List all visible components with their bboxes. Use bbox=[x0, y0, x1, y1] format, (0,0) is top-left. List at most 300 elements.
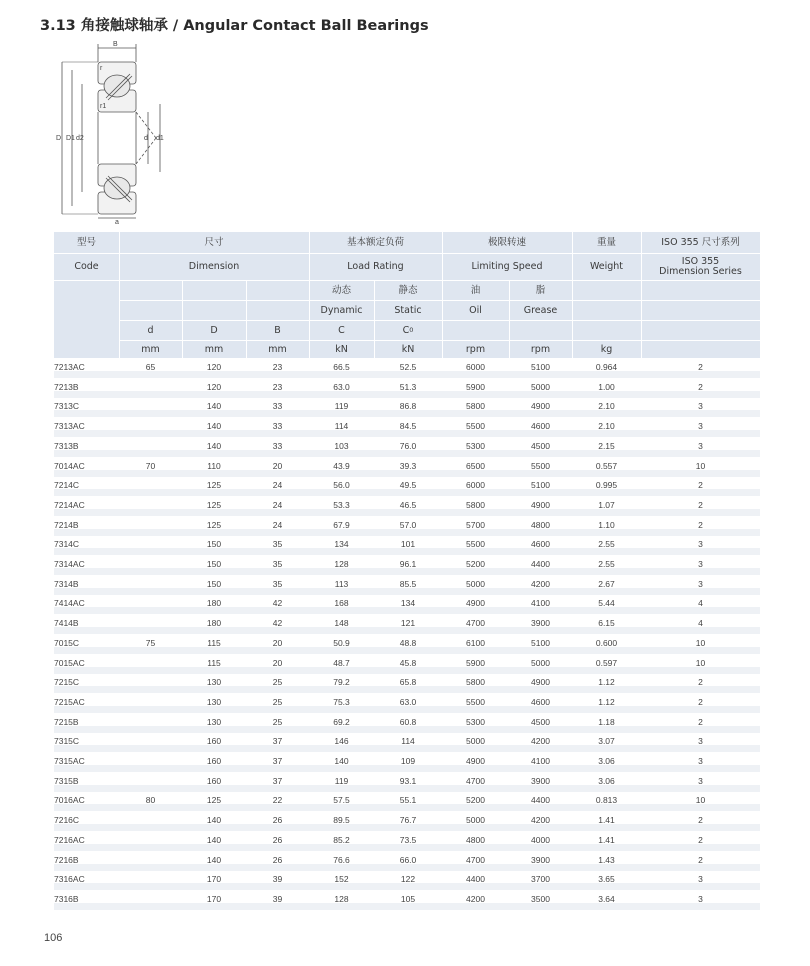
cell-C0: 85.5 bbox=[399, 578, 417, 589]
row-band bbox=[54, 844, 760, 851]
table-row bbox=[0, 674, 810, 694]
table-row bbox=[0, 773, 810, 793]
cell-weight: 1.43 bbox=[598, 854, 615, 865]
cell-D: 160 bbox=[206, 756, 222, 766]
cell-iso: 3 bbox=[698, 874, 703, 885]
cell-B: 20 bbox=[272, 637, 283, 648]
cell-weight: 0.597 bbox=[595, 657, 618, 668]
cell-code: 7315B bbox=[54, 775, 79, 786]
cell-code: 7315C bbox=[54, 736, 80, 747]
cell-d: 75 bbox=[145, 637, 156, 648]
cell-D: 170 bbox=[206, 874, 222, 885]
cell-B: 37 bbox=[272, 736, 283, 747]
header-unit-C0: kN bbox=[401, 343, 415, 355]
cell-C: 113 bbox=[334, 578, 349, 589]
cell-C: 50.9 bbox=[333, 637, 350, 648]
header-load-cn: 基本额定负荷 bbox=[346, 237, 404, 249]
row-band bbox=[54, 410, 760, 417]
cell-iso: 4 bbox=[698, 618, 703, 629]
cell-D: 140 bbox=[206, 421, 222, 432]
cell-C0: 57.0 bbox=[399, 519, 417, 530]
row-band bbox=[54, 568, 760, 575]
cell-oil: 5800 bbox=[466, 677, 485, 688]
cell-weight: 2.55 bbox=[598, 539, 615, 550]
header-iso-cn: ISO 355 尺寸系列 bbox=[661, 237, 740, 249]
cell-oil: 6000 bbox=[466, 362, 485, 372]
cell-C: 43.9 bbox=[333, 460, 350, 471]
cell-C: 146 bbox=[334, 736, 349, 747]
cell-grease: 5000 bbox=[531, 657, 550, 668]
table-row bbox=[0, 753, 810, 773]
cell-C0: 45.8 bbox=[399, 657, 417, 668]
label-d: d bbox=[144, 135, 148, 142]
cell-weight: 5.44 bbox=[598, 598, 615, 609]
header-unit-D: mm bbox=[204, 343, 224, 355]
cell-code: 7015AC bbox=[54, 657, 85, 668]
cell-D: 180 bbox=[206, 598, 222, 609]
cell-iso: 3 bbox=[698, 775, 703, 786]
cell-grease: 4900 bbox=[531, 499, 550, 510]
header-sym-C: C bbox=[338, 324, 345, 336]
cell-grease: 4600 bbox=[531, 421, 550, 432]
cell-D: 130 bbox=[206, 696, 222, 707]
table-row bbox=[0, 379, 810, 399]
table-row bbox=[0, 576, 810, 596]
cell-iso: 3 bbox=[698, 401, 703, 412]
cell-C0: 122 bbox=[400, 874, 416, 885]
header-unit-grease: rpm bbox=[530, 343, 551, 355]
cell-oil: 5800 bbox=[466, 401, 485, 412]
cell-grease: 4100 bbox=[531, 756, 550, 766]
cell-C0: 52.5 bbox=[399, 362, 417, 372]
header-dimension-en: Dimension bbox=[188, 261, 240, 273]
cell-code: 7214C bbox=[54, 480, 80, 491]
row-band bbox=[54, 627, 760, 634]
cell-code: 7216C bbox=[54, 815, 80, 826]
cell-B: 33 bbox=[272, 421, 283, 432]
header-sym-D: D bbox=[210, 324, 218, 336]
cell-weight: 6.15 bbox=[598, 618, 615, 629]
cell-oil: 4900 bbox=[466, 756, 485, 766]
cell-code: 7314C bbox=[54, 539, 80, 550]
row-band bbox=[54, 450, 760, 457]
cell-oil: 4900 bbox=[466, 598, 485, 609]
cell-D: 150 bbox=[206, 578, 222, 589]
header-unit-B: mm bbox=[268, 343, 287, 355]
cell-oil: 4700 bbox=[466, 854, 485, 865]
cell-code: 7314AC bbox=[54, 559, 85, 569]
table-row bbox=[0, 418, 810, 438]
bearing-cross-section-diagram bbox=[48, 40, 188, 224]
header-unit-d: mm bbox=[141, 343, 160, 355]
cell-iso: 2 bbox=[698, 677, 703, 688]
cell-oil: 5500 bbox=[466, 421, 485, 432]
table-row bbox=[0, 832, 810, 852]
cell-weight: 1.00 bbox=[598, 381, 615, 392]
cell-iso: 3 bbox=[698, 893, 703, 904]
table-row bbox=[0, 655, 810, 675]
table-row bbox=[0, 615, 810, 635]
cell-weight: 3.06 bbox=[598, 775, 615, 786]
cell-code: 7215B bbox=[54, 716, 79, 727]
cell-grease: 4500 bbox=[531, 716, 550, 727]
cell-C0: 49.5 bbox=[399, 480, 417, 491]
cell-C: 128 bbox=[334, 559, 349, 569]
cell-B: 42 bbox=[272, 618, 283, 629]
table-row bbox=[0, 852, 810, 872]
cell-D: 140 bbox=[206, 854, 222, 865]
cell-C: 79.2 bbox=[333, 677, 350, 688]
cell-weight: 1.12 bbox=[598, 677, 615, 688]
header-unit-C: kN bbox=[335, 343, 348, 355]
cell-grease: 5100 bbox=[531, 480, 550, 491]
table-row bbox=[0, 517, 810, 537]
label-D: D bbox=[56, 135, 62, 142]
header-weight-en: Weight bbox=[589, 261, 624, 273]
cell-C0: 55.1 bbox=[399, 795, 417, 806]
cell-code: 7314B bbox=[54, 578, 79, 589]
cell-weight: 3.64 bbox=[598, 893, 615, 904]
cell-B: 24 bbox=[272, 480, 283, 491]
cell-C0: 96.1 bbox=[399, 559, 417, 569]
cell-iso: 10 bbox=[695, 795, 706, 806]
cell-C0: 109 bbox=[400, 756, 416, 766]
page-number: 106 bbox=[44, 932, 63, 944]
header-speed-en: Limiting Speed bbox=[471, 261, 543, 273]
table-row bbox=[0, 359, 810, 379]
cell-grease: 4600 bbox=[531, 539, 550, 550]
cell-iso: 2 bbox=[698, 696, 703, 707]
cell-d: 80 bbox=[145, 795, 156, 806]
cell-D: 150 bbox=[206, 539, 222, 550]
cell-D: 115 bbox=[207, 657, 221, 668]
cell-code: 7414B bbox=[54, 618, 79, 629]
cell-D: 140 bbox=[206, 401, 222, 412]
cell-oil: 5500 bbox=[466, 539, 485, 550]
cell-B: 39 bbox=[272, 893, 283, 904]
cell-C: 119 bbox=[334, 775, 349, 786]
row-band bbox=[54, 548, 760, 555]
cell-code: 7216B bbox=[54, 854, 79, 865]
cell-iso: 2 bbox=[698, 381, 703, 392]
header-dynamic-en: Dynamic bbox=[320, 304, 363, 316]
cell-iso: 3 bbox=[698, 578, 703, 589]
cell-B: 35 bbox=[272, 539, 283, 550]
cell-code: 7214AC bbox=[54, 499, 85, 510]
table-row bbox=[0, 812, 810, 832]
cell-oil: 5800 bbox=[466, 499, 485, 510]
cell-weight: 3.06 bbox=[598, 756, 615, 766]
table-row bbox=[0, 536, 810, 556]
cell-C0: 86.8 bbox=[399, 401, 417, 412]
header-iso-en-line1: ISO 355 bbox=[681, 256, 720, 268]
cell-B: 24 bbox=[272, 499, 283, 510]
header-speed-cn: 极限转速 bbox=[487, 237, 526, 249]
cell-D: 120 bbox=[206, 381, 222, 392]
cell-weight: 2.67 bbox=[598, 578, 615, 589]
cell-iso: 2 bbox=[698, 480, 703, 491]
cell-code: 7414AC bbox=[54, 598, 85, 609]
cell-oil: 5200 bbox=[466, 559, 485, 569]
cell-C: 76.6 bbox=[333, 854, 350, 865]
table-row bbox=[0, 497, 810, 517]
row-band bbox=[54, 883, 760, 890]
cell-weight: 3.07 bbox=[598, 736, 615, 747]
header-unit-weight: kg bbox=[600, 343, 613, 355]
header-code-cn: 型号 bbox=[76, 237, 96, 249]
cell-C0: 84.5 bbox=[399, 421, 417, 432]
cell-oil: 5000 bbox=[466, 815, 485, 826]
row-band bbox=[54, 667, 760, 674]
cell-weight: 0.557 bbox=[595, 460, 618, 471]
cell-code: 7213B bbox=[54, 381, 79, 392]
table-row bbox=[0, 891, 810, 911]
row-band bbox=[54, 588, 760, 595]
cell-B: 24 bbox=[272, 519, 283, 530]
cell-weight: 3.65 bbox=[598, 874, 615, 885]
cell-C0: 76.7 bbox=[399, 815, 417, 826]
cell-oil: 4700 bbox=[466, 775, 485, 786]
cell-C: 148 bbox=[334, 618, 349, 629]
cell-grease: 4400 bbox=[531, 795, 550, 806]
cell-D: 180 bbox=[206, 618, 222, 629]
header-dynamic-cn: 动态 bbox=[331, 284, 351, 296]
cell-B: 35 bbox=[272, 578, 283, 589]
cell-grease: 3900 bbox=[531, 854, 550, 865]
cell-C0: 101 bbox=[400, 539, 416, 550]
cell-grease: 4200 bbox=[531, 815, 550, 826]
cell-d: 65 bbox=[145, 362, 156, 372]
cell-grease: 4200 bbox=[531, 578, 550, 589]
row-band bbox=[54, 647, 760, 654]
cell-D: 125 bbox=[206, 480, 222, 491]
cell-iso: 2 bbox=[698, 834, 703, 845]
cell-B: 22 bbox=[272, 795, 283, 806]
cell-code: 7216AC bbox=[54, 834, 85, 845]
row-band bbox=[54, 430, 760, 437]
cell-iso: 2 bbox=[698, 854, 703, 865]
header-sym-C0-main: C bbox=[402, 324, 410, 336]
cell-C: 67.9 bbox=[333, 519, 350, 530]
cell-grease: 3900 bbox=[531, 618, 550, 629]
cell-C: 114 bbox=[334, 421, 349, 432]
cell-C0: 93.1 bbox=[399, 775, 417, 786]
cell-C0: 39.3 bbox=[399, 460, 417, 471]
row-band bbox=[54, 529, 760, 536]
cell-grease: 5100 bbox=[531, 637, 550, 648]
cell-code: 7214B bbox=[54, 519, 79, 530]
table-row bbox=[0, 714, 810, 734]
cell-grease: 4800 bbox=[531, 519, 550, 530]
cell-oil: 4200 bbox=[466, 893, 485, 904]
row-band bbox=[54, 470, 760, 477]
row-band bbox=[54, 903, 760, 910]
table-row bbox=[0, 556, 810, 576]
cell-B: 23 bbox=[272, 362, 283, 372]
cell-iso: 2 bbox=[698, 362, 703, 372]
cell-D: 150 bbox=[206, 559, 222, 569]
cell-code: 7215AC bbox=[54, 696, 85, 707]
cell-D: 170 bbox=[206, 893, 222, 904]
cell-oil: 5700 bbox=[466, 519, 485, 530]
header-sym-d: d bbox=[147, 324, 154, 336]
cell-C: 57.5 bbox=[333, 795, 350, 806]
table-row bbox=[0, 733, 810, 753]
cell-B: 25 bbox=[272, 696, 283, 707]
cell-iso: 2 bbox=[698, 519, 703, 530]
cell-oil: 5900 bbox=[466, 381, 485, 392]
cell-C: 103 bbox=[334, 440, 349, 451]
cell-grease: 5500 bbox=[531, 460, 550, 471]
cell-C0: 114 bbox=[401, 736, 415, 747]
cell-C: 69.2 bbox=[333, 716, 350, 727]
cell-C: 134 bbox=[334, 539, 349, 550]
cell-C: 168 bbox=[334, 598, 349, 609]
cell-weight: 0.813 bbox=[595, 795, 618, 806]
cell-B: 23 bbox=[272, 381, 283, 392]
row-band bbox=[54, 804, 760, 811]
cell-B: 20 bbox=[272, 657, 283, 668]
cell-C: 75.3 bbox=[333, 696, 350, 707]
row-band bbox=[54, 864, 760, 871]
cell-D: 130 bbox=[206, 677, 222, 688]
cell-grease: 3900 bbox=[531, 775, 550, 786]
cell-C0: 48.8 bbox=[399, 637, 417, 648]
cell-iso: 3 bbox=[698, 756, 703, 766]
cell-iso: 3 bbox=[698, 559, 703, 569]
cell-weight: 0.995 bbox=[595, 480, 618, 491]
cell-code: 7213AC bbox=[54, 362, 85, 372]
header-iso-en bbox=[641, 254, 760, 280]
cell-B: 33 bbox=[272, 440, 283, 451]
cell-iso: 2 bbox=[698, 499, 703, 510]
cell-iso: 3 bbox=[698, 539, 703, 550]
cell-grease: 4500 bbox=[531, 440, 550, 451]
cell-D: 120 bbox=[206, 362, 222, 372]
page-title: 3.13 角接触球轴承 / Angular Contact Ball Bearings bbox=[40, 18, 429, 34]
cell-D: 125 bbox=[206, 519, 222, 530]
cell-code: 7313B bbox=[54, 440, 79, 451]
cell-D: 140 bbox=[206, 834, 222, 845]
cell-iso: 10 bbox=[695, 637, 706, 648]
cell-B: 26 bbox=[272, 815, 283, 826]
cell-weight: 1.10 bbox=[598, 519, 615, 530]
cell-B: 35 bbox=[272, 559, 283, 569]
cell-C0: 134 bbox=[400, 598, 416, 609]
cell-D: 125 bbox=[206, 499, 222, 510]
cell-grease: 3700 bbox=[531, 874, 550, 885]
cell-code: 7015C bbox=[54, 637, 80, 648]
cell-oil: 4700 bbox=[466, 618, 485, 629]
table-row bbox=[0, 635, 810, 655]
cell-C: 53.3 bbox=[333, 499, 350, 510]
cell-code: 7315AC bbox=[54, 756, 85, 766]
cell-D: 160 bbox=[206, 775, 222, 786]
cell-grease: 5100 bbox=[531, 362, 550, 372]
cell-iso: 10 bbox=[695, 460, 706, 471]
table-row bbox=[0, 477, 810, 497]
cell-oil: 6100 bbox=[466, 637, 485, 648]
cell-oil: 4800 bbox=[466, 834, 485, 845]
cell-C: 128 bbox=[334, 893, 349, 904]
cell-C0: 76.0 bbox=[399, 440, 417, 451]
header-code-en: Code bbox=[74, 261, 99, 273]
cell-D: 110 bbox=[207, 460, 221, 471]
cell-B: 26 bbox=[272, 854, 283, 865]
cell-weight: 2.10 bbox=[598, 401, 615, 412]
row-band bbox=[54, 607, 760, 614]
cell-grease: 4900 bbox=[531, 677, 550, 688]
cell-D: 130 bbox=[206, 716, 222, 727]
cell-B: 26 bbox=[272, 834, 283, 845]
cell-C: 89.5 bbox=[333, 815, 350, 826]
cell-weight: 2.10 bbox=[598, 421, 615, 432]
cell-grease: 4100 bbox=[531, 598, 550, 609]
cell-iso: 10 bbox=[695, 657, 706, 668]
cell-oil: 4400 bbox=[466, 874, 485, 885]
cell-code: 7316AC bbox=[54, 874, 85, 885]
cell-grease: 3500 bbox=[531, 893, 550, 904]
cell-D: 140 bbox=[206, 815, 222, 826]
cell-iso: 4 bbox=[698, 598, 703, 609]
label-B: B bbox=[113, 41, 118, 48]
cell-grease: 4200 bbox=[531, 736, 550, 747]
cell-grease: 4400 bbox=[531, 559, 550, 569]
cell-C: 152 bbox=[334, 874, 349, 885]
cell-C0: 105 bbox=[400, 893, 416, 904]
cell-C0: 65.8 bbox=[399, 677, 417, 688]
label-d1: d1 bbox=[156, 135, 164, 142]
table-row bbox=[0, 694, 810, 714]
cell-code: 7016AC bbox=[54, 795, 85, 806]
label-D1: D1 bbox=[66, 135, 75, 142]
cell-oil: 6000 bbox=[466, 480, 485, 491]
label-r1: r1 bbox=[100, 103, 107, 110]
cell-C: 56.0 bbox=[333, 480, 350, 491]
cell-C: 119 bbox=[334, 401, 349, 412]
header-sym-B: B bbox=[274, 324, 281, 336]
cell-iso: 3 bbox=[698, 736, 703, 747]
cell-B: 25 bbox=[272, 677, 283, 688]
cell-code: 7215C bbox=[54, 677, 80, 688]
table-row bbox=[0, 398, 810, 418]
cell-B: 25 bbox=[272, 716, 283, 727]
cell-C0: 73.5 bbox=[399, 834, 417, 845]
row-band bbox=[54, 371, 760, 378]
cell-grease: 4600 bbox=[531, 696, 550, 707]
cell-C0: 121 bbox=[400, 618, 416, 629]
header-sym-C0-sub: 0 bbox=[409, 326, 414, 335]
cell-weight: 1.12 bbox=[598, 696, 615, 707]
cell-code: 7313C bbox=[54, 401, 80, 412]
cell-weight: 1.18 bbox=[598, 716, 615, 727]
cell-weight: 2.55 bbox=[598, 559, 615, 569]
row-band bbox=[54, 785, 760, 792]
table-row bbox=[0, 458, 810, 478]
header-iso-en-line2: Dimension Series bbox=[659, 266, 742, 277]
header-static-en: Static bbox=[394, 304, 422, 316]
cell-code: 7313AC bbox=[54, 421, 85, 432]
cell-d: 70 bbox=[145, 460, 156, 471]
header-sym-C0 bbox=[374, 321, 442, 340]
cell-D: 125 bbox=[206, 795, 222, 806]
row-band bbox=[54, 706, 760, 713]
cell-C0: 63.0 bbox=[399, 696, 417, 707]
cell-C: 48.7 bbox=[333, 657, 350, 668]
cell-oil: 5000 bbox=[466, 736, 485, 747]
header-grease-en: Grease bbox=[523, 304, 558, 316]
row-band bbox=[54, 509, 760, 516]
